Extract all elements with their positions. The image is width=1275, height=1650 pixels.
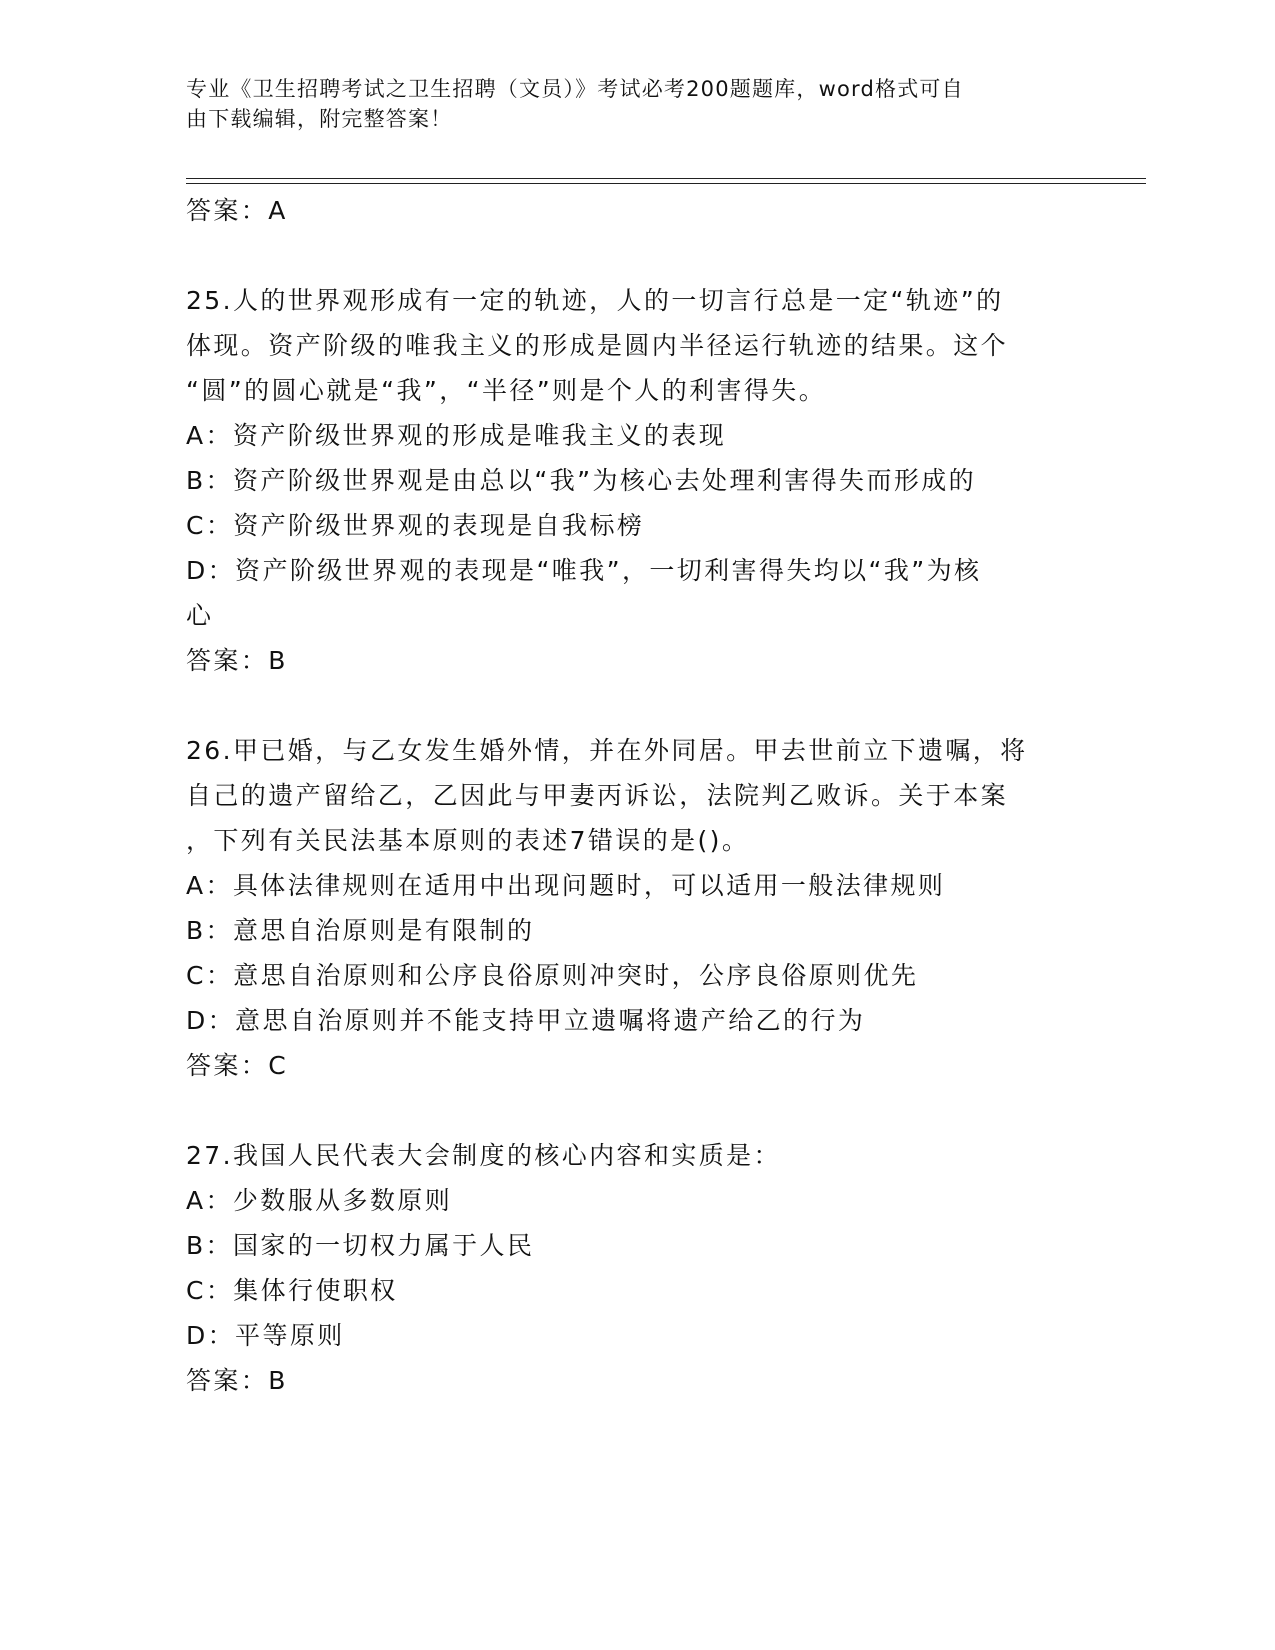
question-27-option-b: B：国家的一切权力属于人民 [186, 1231, 535, 1260]
header-rule-bottom [186, 183, 1146, 184]
question-26-option-d: D：意思自治原则并不能支持甲立遗嘱将遗产给乙的行为 [186, 1006, 866, 1035]
question-26-option-b: B：意思自治原则是有限制的 [186, 916, 535, 945]
document-header [186, 74, 1076, 134]
document-body [186, 188, 1066, 1403]
header-rule-top [186, 178, 1146, 179]
question-25-line-1: 25.人的世界观形成有一定的轨迹，人的一切言行总是一定“轨迹”的 [186, 286, 1004, 315]
question-26-answer: 答案：C [186, 1051, 289, 1080]
spacer [186, 683, 1066, 728]
question-27-option-c: C：集体行使职权 [186, 1276, 398, 1305]
question-25-option-d-cont: 心 [186, 601, 214, 630]
question-26-line-3: ，下列有关民法基本原则的表述7错误的是()。 [186, 826, 750, 855]
question-25-option-b: B：资产阶级世界观是由总以“我”为核心去处理利害得失而形成的 [186, 466, 977, 495]
question-26-line-1: 26.甲已婚，与乙女发生婚外情，并在外同居。甲去世前立下遗嘱，将 [186, 736, 1028, 765]
spacer [186, 1088, 1066, 1133]
previous-answer: 答案：A [186, 196, 288, 225]
header-line-1: 专业《卫生招聘考试之卫生招聘（文员）》考试必考200题题库，word格式可自 [186, 77, 964, 101]
question-25-option-d: D：资产阶级世界观的表现是“唯我”，一切利害得失均以“我”为核 [186, 556, 982, 585]
question-27 [186, 1133, 1066, 1403]
question-27-option-d: D：平等原则 [186, 1321, 345, 1350]
question-27-line-1: 27.我国人民代表大会制度的核心内容和实质是： [186, 1141, 781, 1170]
question-26-line-2: 自己的遗产留给乙，乙因此与甲妻丙诉讼，法院判乙败诉。关于本案 [186, 781, 1009, 810]
spacer [186, 233, 1066, 278]
question-25-line-2: 体现。资产阶级的唯我主义的形成是圆内半径运行轨迹的结果。这个 [186, 331, 1009, 360]
question-27-answer: 答案：B [186, 1366, 288, 1395]
question-25-answer: 答案：B [186, 646, 288, 675]
question-25-option-c: C：资产阶级世界观的表现是自我标榜 [186, 511, 645, 540]
question-25-option-a: A：资产阶级世界观的形成是唯我主义的表现 [186, 421, 727, 450]
question-26-option-c: C：意思自治原则和公序良俗原则冲突时，公序良俗原则优先 [186, 961, 919, 990]
header-line-2: 由下载编辑，附完整答案！ [186, 107, 453, 131]
question-27-option-a: A：少数服从多数原则 [186, 1186, 453, 1215]
question-26 [186, 728, 1066, 1088]
question-25 [186, 278, 1066, 683]
question-26-option-a: A：具体法律规则在适用中出现问题时，可以适用一般法律规则 [186, 871, 946, 900]
question-25-line-3: “圆”的圆心就是“我”，“半径”则是个人的利害得失。 [186, 376, 827, 405]
